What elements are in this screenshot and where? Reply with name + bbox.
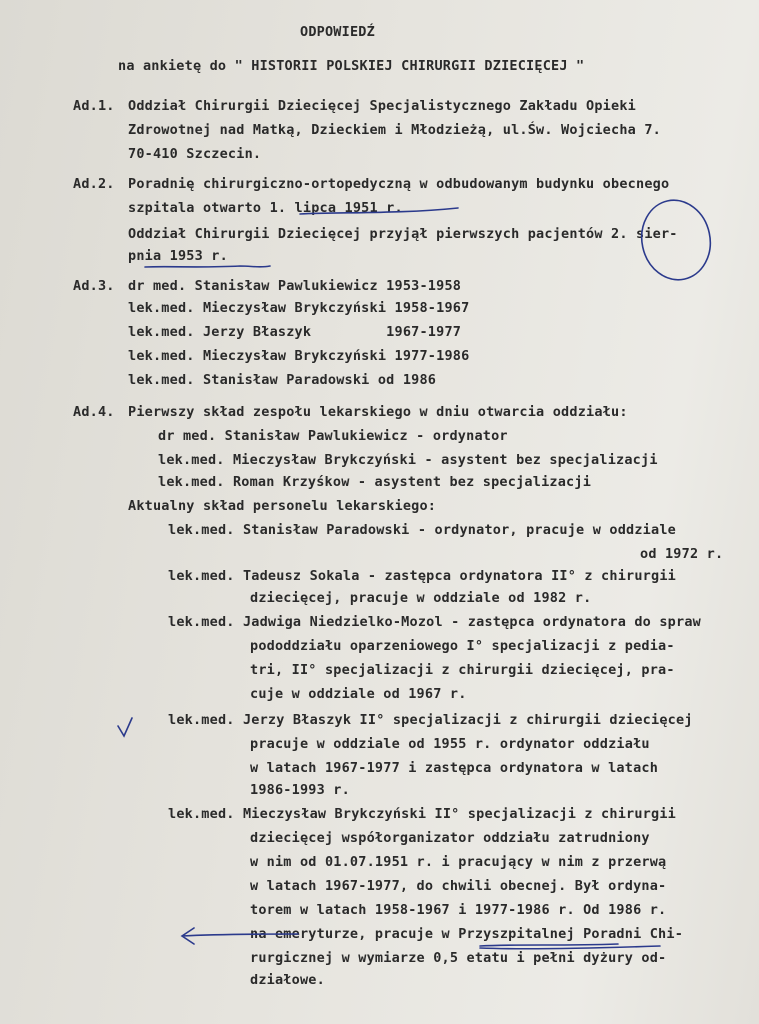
staff-entry-cont: pododdziału oparzeniowego I° specjalizacji z pedia- bbox=[250, 638, 675, 654]
ad4-intro: Pierwszy skład zespołu lekarskiego w dniu otwarcia oddziału: bbox=[128, 404, 628, 420]
staff-entry-name: lek.med. Stanisław Paradowski - ordynator, pracuje w oddziale bbox=[168, 522, 676, 538]
ad2-line: Poradnię chirurgiczno-ortopedyczną w odbudowanym budynku obecnego bbox=[128, 176, 670, 192]
ad3-line: lek.med. Mieczysław Brykczyński 1977-1986 bbox=[128, 348, 470, 364]
ad1-label: Ad.1. bbox=[73, 98, 115, 114]
staff-entry-cont: tri, II° specjalizacji z chirurgii dziecięcej, pra- bbox=[250, 662, 675, 678]
staff-entry-name: lek.med. Mieczysław Brykczyński II° specjalizacji z chirurgii bbox=[168, 806, 676, 822]
underline-wymiarze bbox=[480, 946, 660, 949]
staff-entry-name: lek.med. Tadeusz Sokala - zastępca ordynatora II° z chirurgii bbox=[168, 568, 676, 584]
staff-entry-cont: w latach 1967-1977, do chwili obecnej. Był ordyna- bbox=[250, 878, 667, 894]
ad2-line: pnia 1953 r. bbox=[128, 248, 228, 264]
first-team-member: lek.med. Roman Krzyśkow - asystent bez specjalizacji bbox=[158, 474, 592, 490]
ad3-line: lek.med. Stanisław Paradowski od 1986 bbox=[128, 372, 437, 388]
staff-entry-cont: rurgicznej w wymiarze 0,5 etatu i pełni dyżury od- bbox=[250, 950, 667, 966]
staff-entry-cont: na emeryturze, pracuje w Przyszpitalnej Poradni Chi- bbox=[250, 926, 684, 942]
staff-entry-cont: cuje w oddziale od 1967 r. bbox=[250, 686, 467, 702]
staff-entry-cont: od 1972 r. bbox=[640, 546, 724, 562]
checkmark bbox=[118, 718, 132, 736]
staff-entry-cont: działowe. bbox=[250, 972, 325, 988]
ad3-line: lek.med. Jerzy Błaszyk 1967-1977 bbox=[128, 324, 462, 340]
staff-entry-cont: dziecięcej współorganizator oddziału zatrudniony bbox=[250, 830, 650, 846]
staff-entry-cont: pracuje w oddziale od 1955 r. ordynator oddziału bbox=[250, 736, 650, 752]
ad3-line: dr med. Stanisław Pawlukiewicz 1953-1958 bbox=[128, 278, 462, 294]
staff-entry-name: lek.med. Jadwiga Niedzielko-Mozol - zastępca ordynatora do spraw bbox=[168, 614, 701, 630]
staff-entry-cont: torem w latach 1958-1967 i 1977-1986 r. Od 1986 r. bbox=[250, 902, 667, 918]
underline-poradni bbox=[480, 944, 618, 946]
ad2-line: szpitala otwarto 1. lipca 1951 r. bbox=[128, 200, 403, 216]
current-staff-heading: Aktualny skład personelu lekarskiego: bbox=[128, 498, 437, 514]
underline-1953 bbox=[145, 266, 270, 267]
document-subtitle: na ankietę do " HISTORII POLSKIEJ CHIRURGII DZIECIĘCEJ " bbox=[118, 58, 585, 74]
first-team-member: lek.med. Mieczysław Brykczyński - asystent bez specjalizacji bbox=[158, 452, 658, 468]
ad2-line: Oddział Chirurgii Dziecięcej przyjął pierwszych pacjentów 2. sier- bbox=[128, 226, 678, 242]
first-team-member: dr med. Stanisław Pawlukiewicz - ordynator bbox=[158, 428, 508, 444]
staff-entry-cont: 1986-1993 r. bbox=[250, 782, 350, 798]
ad2-label: Ad.2. bbox=[73, 176, 115, 192]
staff-entry-cont: dziecięcej, pracuje w oddziale od 1982 r. bbox=[250, 590, 592, 606]
staff-entry-cont: w latach 1967-1977 i zastępca ordynatora w latach bbox=[250, 760, 659, 776]
document-title: ODPOWIEDŹ bbox=[300, 24, 375, 40]
ad1-line: 70-410 Szczecin. bbox=[128, 146, 262, 162]
ad3-line: lek.med. Mieczysław Brykczyński 1958-1967 bbox=[128, 300, 470, 316]
ad1-line: Oddział Chirurgii Dziecięcej Specjalistycznego Zakładu Opieki bbox=[128, 98, 636, 114]
ad4-label: Ad.4. bbox=[73, 404, 115, 420]
staff-entry-name: lek.med. Jerzy Błaszyk II° specjalizacji z chirurgii dziecięcej bbox=[168, 712, 693, 728]
staff-entry-cont: w nim od 01.07.1951 r. i pracujący w nim z przerwą bbox=[250, 854, 667, 870]
ad3-label: Ad.3. bbox=[73, 278, 115, 294]
ad1-line: Zdrowotnej nad Matką, Dzieckiem i Młodzieżą, ul.Św. Wojciecha 7. bbox=[128, 122, 661, 138]
